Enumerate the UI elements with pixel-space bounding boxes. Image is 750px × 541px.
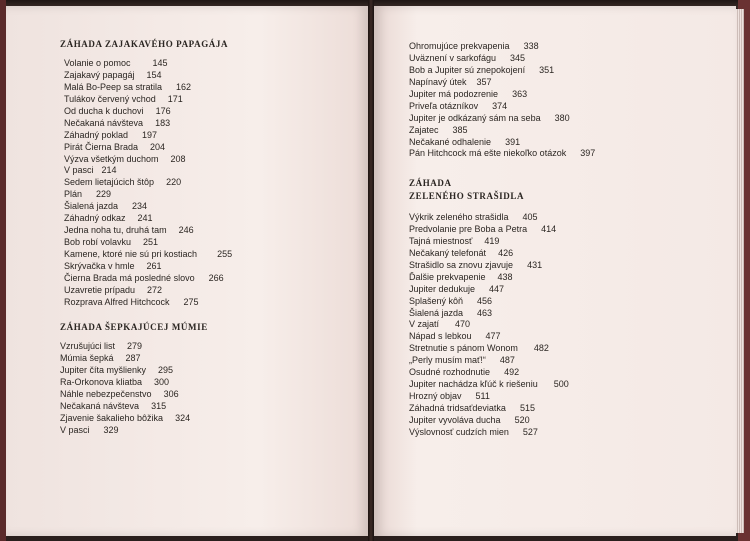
toc-entry: Kamene, ktoré nie sú pri kostiach 255 [64,249,233,259]
toc-entry: Splašený kôň 456 [409,295,493,306]
toc-entry: Strašidlo sa znovu zjavuje 431 [409,259,543,270]
toc-entry: V zajatí 470 [409,319,471,330]
toc-entry: Uzavretie prípadu 272 [64,284,163,295]
toc-entry: Ra-Orkonova kliatba 300 [60,376,170,387]
section-title-strasidlo [409,177,524,203]
toc-entry: Osudné rozhodnutie 492 [409,367,520,378]
toc-entry: Jedna noha tu, druhá tam 246 [64,225,194,236]
toc-entry: Jupiter dedukuje 447 [409,283,505,294]
toc-entry: Napínavý útek 357 [409,76,492,87]
toc-list-papagaj [64,58,232,309]
left-page [6,6,368,536]
toc-entry: Tajná miestnosť 419 [409,235,500,246]
toc-entry: Jupiter nachádza kľúč k riešeniu 500 [409,379,569,390]
toc-entry: Plán 229 [64,189,112,200]
toc-entry: Volanie o pomoc 145 [64,58,168,68]
toc-entry: Výzva všetkým duchom 208 [64,153,186,164]
toc-entry: Jupiter je odkázaný sám na seba 380 [409,112,570,123]
toc-entry: Skrývačka v hmle 261 [64,260,162,271]
toc-entry: V pasci 329 [60,424,119,435]
toc-entry: Jupiter číta myšlienky 295 [60,364,174,375]
toc-entry: Náhle nebezpečenstvo 306 [60,388,179,399]
toc-entry: Nečakaná návšteva 315 [60,400,167,411]
section-title-line: ZELENÉHO STRAŠIDLA [409,191,525,201]
toc-entry: Nečakané odhalenie 391 [409,136,521,147]
toc-entry: Zajatec 385 [409,124,468,135]
toc-entry: Šialená jazda 463 [409,307,493,318]
toc-entry: Ďalšie prekvapenie 438 [409,271,513,282]
toc-entry: Rozprava Alfred Hitchcock 275 [64,296,199,307]
toc-entry: Nápad s lebkou 477 [409,331,501,342]
toc-entry: Ohromujúce prekvapenia 338 [409,41,539,51]
toc-entry: Hrozný objav 511 [409,391,490,402]
toc-entry: Tulákov červený vchod 171 [64,93,183,104]
section-title-line: ZÁHADA [409,178,452,188]
toc-entry: Múmia šepká 287 [60,352,141,363]
section-title-mumia: ZÁHADA ŠEPKAJÚCEJ MÚMIE [60,322,208,332]
toc-entry: Výkrik zeleného strašidla 405 [409,212,538,222]
toc-entry: Vzrušujúci list 279 [60,341,143,351]
toc-entry: Pirát Čierna Brada 204 [64,141,166,152]
toc-list-mumia [60,341,190,437]
toc-entry: „Perly musím mať!“ 487 [409,355,515,366]
toc-entry: Čierna Brada má posledné slovo 266 [64,272,224,283]
toc-entry: Jupiter má podozrenie 363 [409,88,528,99]
section-title-papagaj: ZÁHADA ZAJAKAVÉHO PAPAGÁJA [60,39,229,49]
toc-entry: Predvolanie pre Boba a Petra 414 [409,223,557,234]
toc-entry: Sedem lietajúcich štôp 220 [64,177,182,188]
toc-entry: Malá Bo-Peep sa stratila 162 [64,81,192,92]
toc-entry: Záhadná tridsaťdeviatka 515 [409,403,535,413]
toc-entry: Priveľa otázníkov 374 [409,100,508,111]
toc-entry: Bob a Jupiter sú znepokojení 351 [409,64,555,75]
toc-entry: Zajakavý papagáj 154 [64,69,162,80]
right-page [374,6,736,536]
toc-entry: Pán Hitchcock má ešte niekoľko otázok 397 [409,148,596,159]
toc-entry: Šialená jazda 234 [64,201,148,212]
toc-list-mumia-continued [409,41,595,160]
toc-entry: Nečakaná návšteva 183 [64,117,171,128]
toc-entry: Zjavenie šakalieho bôžika 324 [60,412,191,423]
toc-entry: V pasci 214 [64,165,117,176]
toc-entry: Bob robí volavku 251 [64,237,159,248]
toc-entry: Záhadný odkaz 241 [64,213,153,224]
toc-list-strasidlo [409,212,569,439]
toc-entry: Uväznení v sarkofágu 345 [409,52,526,63]
toc-entry: Nečakaný telefonát 426 [409,247,514,258]
toc-entry: Jupiter vyvoláva ducha 520 [409,414,530,425]
toc-entry: Záhadný poklad 197 [64,129,158,140]
toc-entry: Stretnutie s pánom Wonom 482 [409,343,549,354]
toc-entry: Výslovnosť cudzích mien 527 [409,426,538,437]
toc-entry: Od ducha k duchovi 176 [64,105,171,116]
